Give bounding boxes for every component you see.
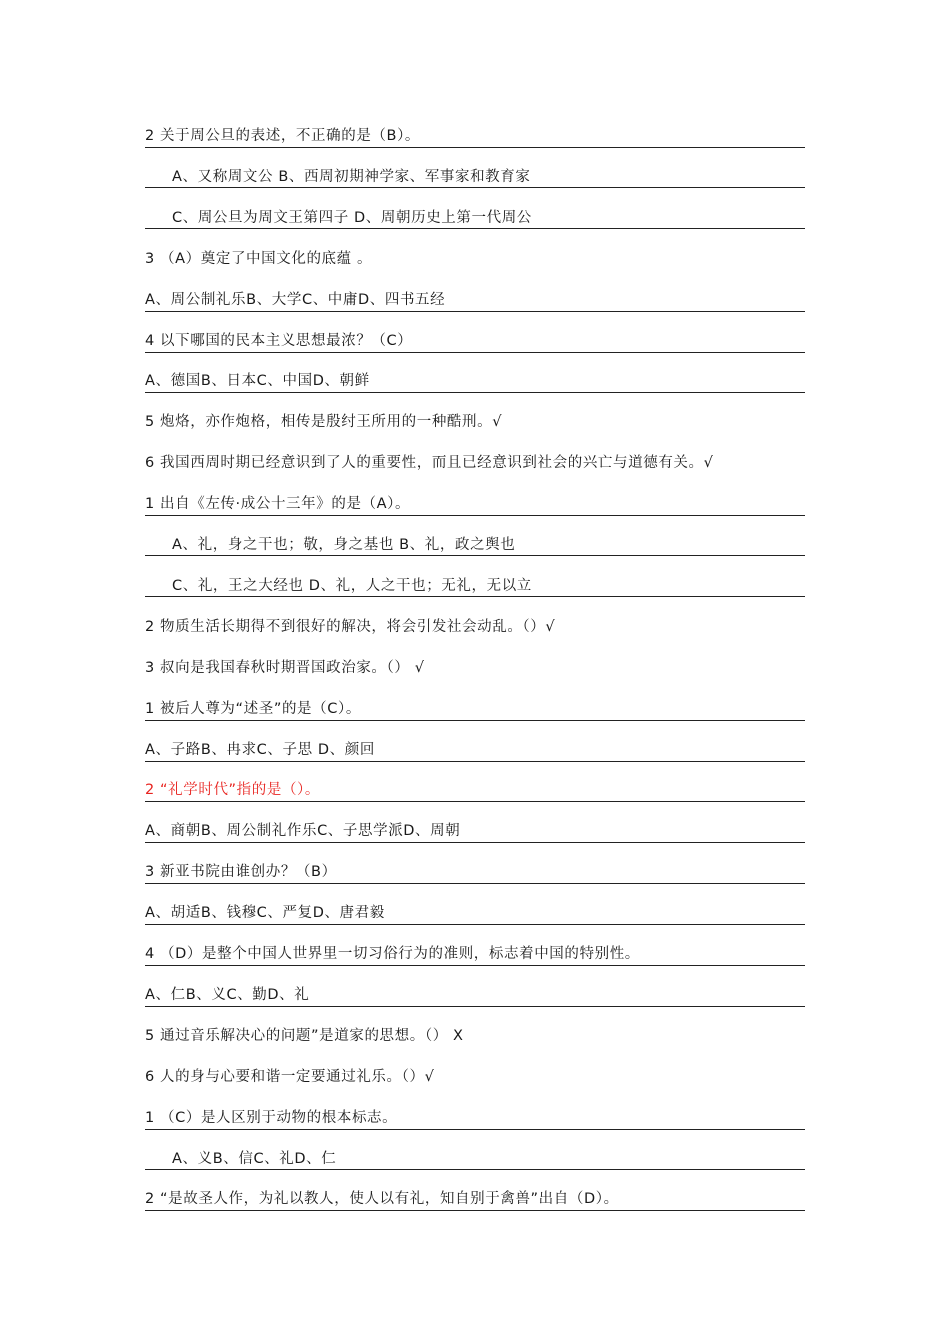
text-line: C、周公旦为周文王第四子 D、周朝历史上第一代周公 — [145, 207, 805, 229]
text-line: 1 出自《左传·成公十三年》的是（A）。 — [145, 493, 805, 516]
highlighted-question-line: 2 “礼学时代”指的是（）。 — [145, 779, 805, 802]
text-line: A、义B、信C、礼D、仁 — [145, 1148, 805, 1170]
text-line: A、仁B、义C、勤D、礼 — [145, 984, 805, 1007]
text-line: C、礼，王之大经也 D、礼，人之干也；无礼，无以立 — [145, 575, 805, 597]
text-line: 3 新亚书院由谁创办？（B） — [145, 861, 805, 884]
text-line: A、周公制礼乐B、大学C、中庸D、四书五经 — [145, 289, 805, 312]
text-line: 4 （D）是整个中国人世界里一切习俗行为的准则，标志着中国的特别性。 — [145, 943, 805, 966]
text-line: A、又称周文公 B、西周初期神学家、军事家和教育家 — [145, 166, 805, 188]
text-line: 3 （A）奠定了中国文化的底蕴 。 — [145, 251, 373, 267]
text-line: 3 叔向是我国春秋时期晋国政治家。（） √ — [145, 660, 425, 676]
text-line: 2 关于周公旦的表述，不正确的是（B）。 — [145, 125, 805, 148]
text-line: 1 （C）是人区别于动物的根本标志。 — [145, 1107, 805, 1130]
text-line: A、子路B、冉求C、子思 D、颜回 — [145, 739, 805, 762]
text-line: A、礼，身之干也；敬，身之基也 B、礼，政之舆也 — [145, 534, 805, 556]
text-line: 2 “是故圣人作，为礼以教人，使人以有礼，知自别于禽兽”出自（D）。 — [145, 1188, 805, 1211]
text-line: 1 被后人尊为“述圣”的是（C）。 — [145, 698, 805, 721]
text-line: 6 人的身与心要和谐一定要通过礼乐。（）√ — [145, 1069, 435, 1085]
text-line: A、德国B、日本C、中国D、朝鲜 — [145, 370, 805, 393]
text-line: 2 物质生活长期得不到很好的解决，将会引发社会动乱。（）√ — [145, 619, 556, 635]
text-line: A、商朝B、周公制礼作乐C、子思学派D、周朝 — [145, 820, 805, 843]
text-line: 5 通过音乐解决心的问题”是道家的思想。（） X — [145, 1028, 464, 1044]
text-line: 5 炮烙，亦作炮格，相传是殷纣王所用的一种酷刑。√ — [145, 414, 503, 430]
text-line: A、胡适B、钱穆C、严复D、唐君毅 — [145, 902, 805, 925]
text-line: 4 以下哪国的民本主义思想最浓？（C） — [145, 330, 805, 353]
text-line: 6 我国西周时期已经意识到了人的重要性，而且已经意识到社会的兴亡与道德有关。√ — [145, 455, 714, 471]
